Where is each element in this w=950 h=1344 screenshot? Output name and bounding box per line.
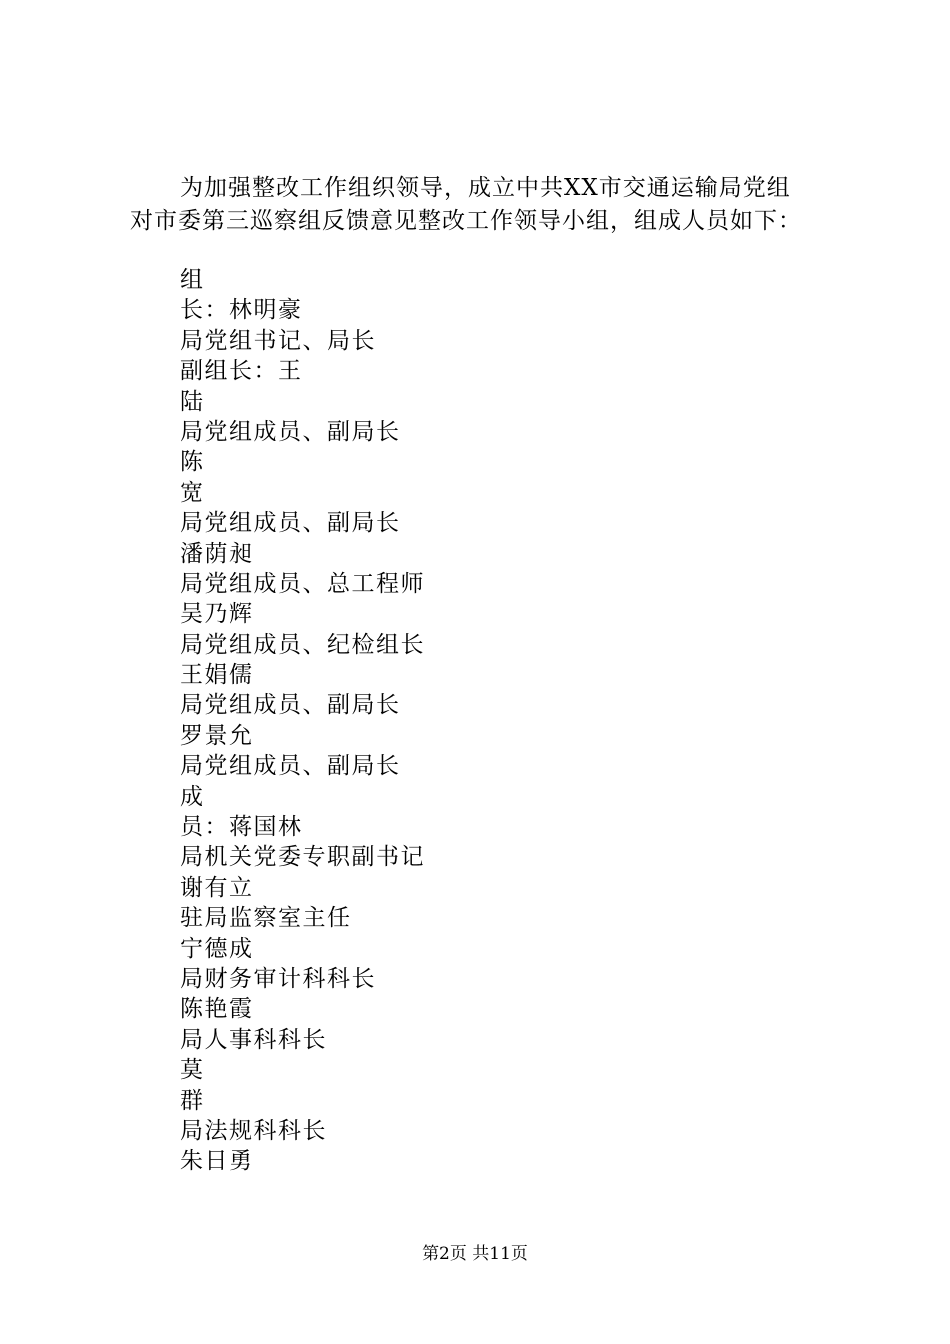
list-item: 局党组成员、副局长 — [180, 418, 401, 445]
list-item: 局党组书记、局长 — [180, 327, 376, 354]
list-item: 陈艳霞 — [180, 996, 254, 1023]
list-item: 局党组成员、副局长 — [180, 510, 401, 537]
list-item: 吴乃辉 — [180, 601, 254, 628]
list-item: 罗景允 — [180, 722, 254, 749]
list-item: 长：林明豪 — [180, 297, 303, 324]
list-item: 谢有立 — [180, 874, 254, 901]
list-item: 局党组成员、副局长 — [180, 753, 401, 780]
list-item: 潘荫昶 — [180, 540, 254, 567]
list-item: 驻局监察室主任 — [180, 905, 352, 932]
list-item: 局机关党委专职副书记 — [180, 844, 425, 871]
list-item: 群 — [180, 1087, 205, 1114]
member-list — [180, 265, 425, 1177]
list-item: 王娟儒 — [180, 662, 254, 689]
list-item: 局人事科科长 — [180, 1026, 327, 1053]
list-item: 成 — [180, 783, 205, 810]
list-item: 陈 — [180, 449, 205, 476]
list-item: 朱日勇 — [180, 1148, 254, 1175]
list-item: 陆 — [180, 388, 205, 415]
list-item: 宽 — [180, 479, 205, 506]
list-item: 局党组成员、副局长 — [180, 692, 401, 719]
list-item: 局党组成员、纪检组长 — [180, 631, 425, 658]
list-item: 局法规科科长 — [180, 1117, 327, 1144]
list-item: 副组长：王 — [180, 358, 303, 385]
intro-line-1: 为加强整改工作组织领导，成立中共XX市交通运输局党组 — [180, 175, 791, 201]
list-item: 局党组成员、总工程师 — [180, 570, 425, 597]
page-footer: 第2页 共11页 — [422, 1244, 528, 1264]
list-item: 局财务审计科科长 — [180, 965, 376, 992]
list-item: 组 — [180, 267, 205, 293]
list-item: 莫 — [180, 1057, 205, 1084]
intro-paragraph — [130, 172, 850, 238]
intro-line-2: 对市委第三巡察组反馈意见整改工作领导小组，组成人员如下： — [130, 208, 802, 234]
list-item: 员：蒋国林 — [180, 814, 303, 841]
list-item: 宁德成 — [180, 935, 254, 962]
